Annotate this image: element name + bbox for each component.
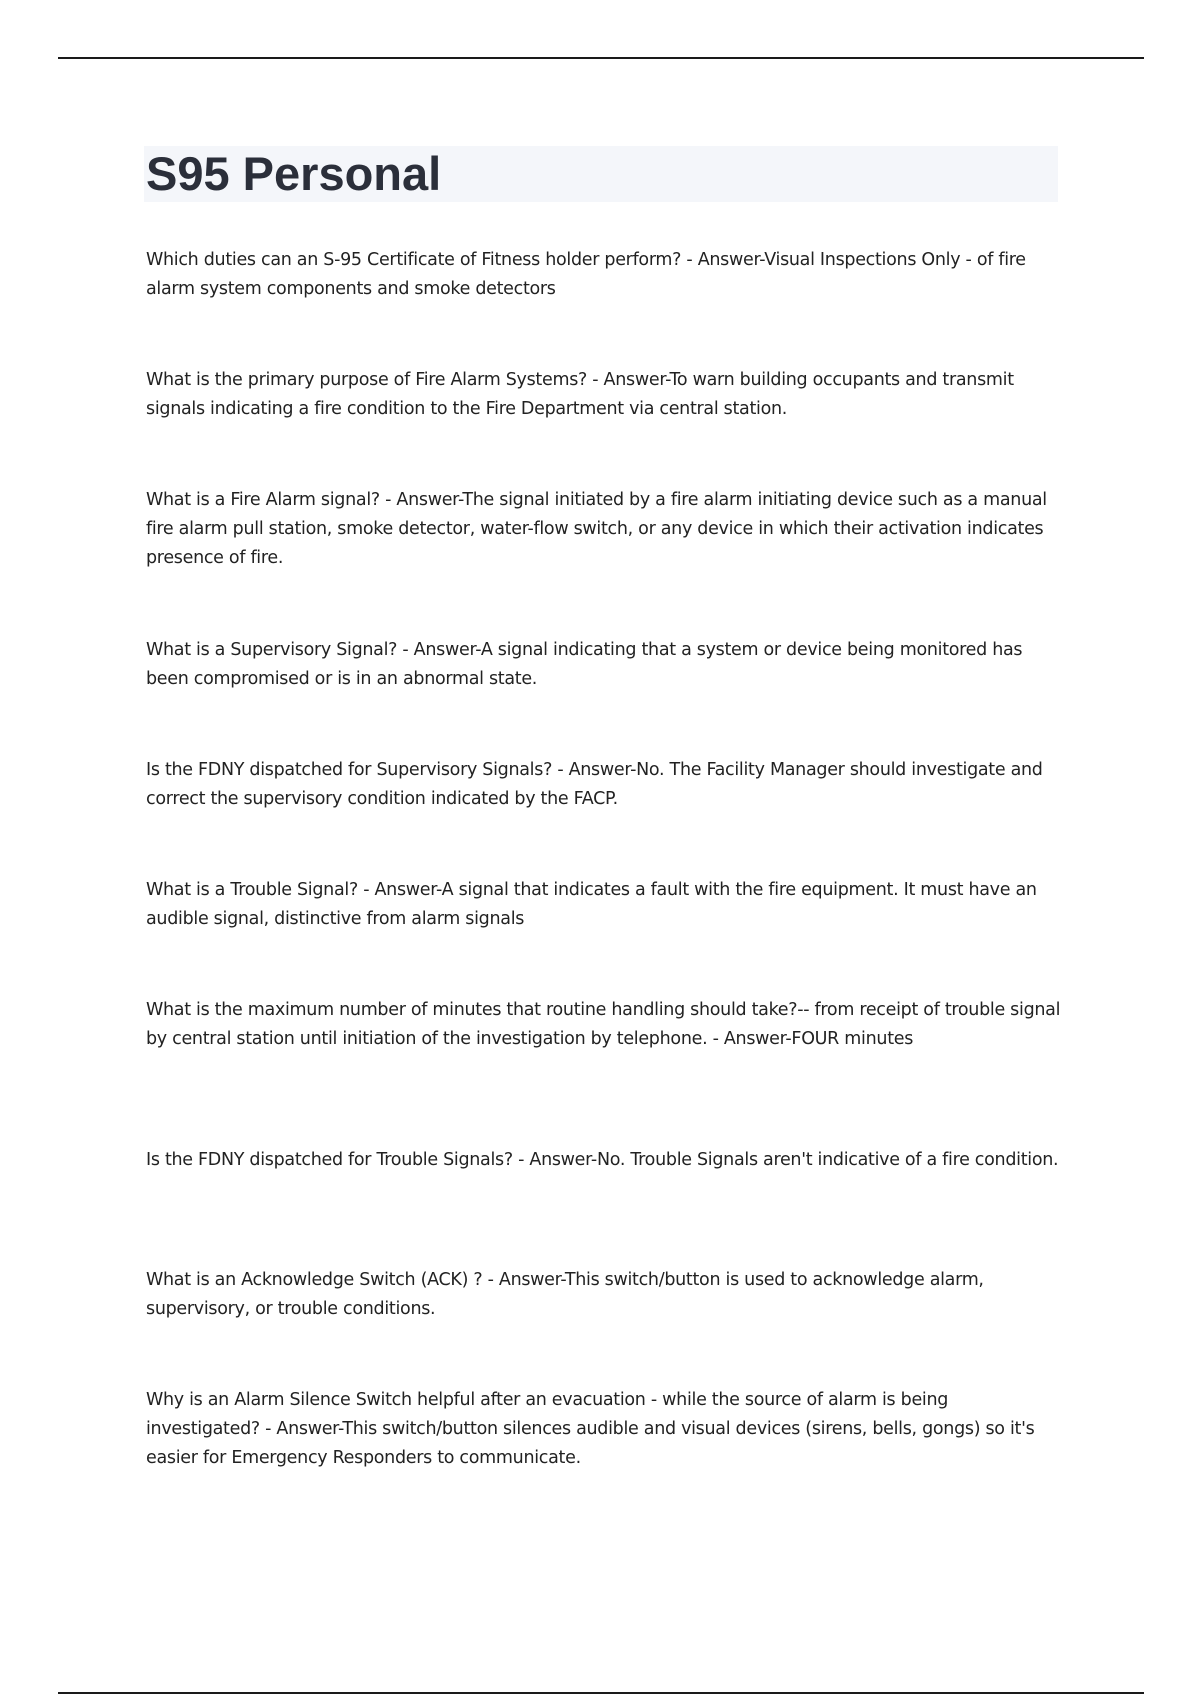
qa-item-4: What is a Supervisory Signal? - Answer-A signal indicating that a system or device being monitored has been compromised or is in an abnormal state. bbox=[146, 640, 1023, 689]
qa-item-1: Which duties can an S-95 Certificate of Fitness holder perform? - Answer-Visual Inspections Only - of fire alarm system components and smoke detectors bbox=[146, 250, 1026, 299]
qa-item-3: What is a Fire Alarm signal? - Answer-The signal initiated by a fire alarm initiating device such as a manual fire alarm pull station, smoke detector, water-flow switch, or any device in which their activation indicates presence of fire. bbox=[146, 490, 1047, 568]
top-divider bbox=[58, 57, 1144, 59]
qa-item-2: What is the primary purpose of Fire Alarm Systems? - Answer-To warn building occupants and transmit signals indicating a fire condition to the Fire Department via central station. bbox=[146, 370, 1014, 419]
qa-item-8: Is the FDNY dispatched for Trouble Signals? - Answer-No. Trouble Signals aren't indicative of a fire condition. bbox=[146, 1150, 1059, 1170]
qa-item-6: What is a Trouble Signal? - Answer-A signal that indicates a fault with the fire equipment. It must have an audible signal, distinctive from alarm signals bbox=[146, 880, 1037, 929]
document-title: S95 Personal bbox=[146, 147, 442, 200]
qa-item-7: What is the maximum number of minutes that routine handling should take?-- from receipt of trouble signal by central station until initiation of the investigation by telephone. - Answer-FOUR minutes bbox=[146, 1000, 1061, 1049]
qa-item-9: What is an Acknowledge Switch (ACK) ? - Answer-This switch/button is used to acknowledge alarm, supervisory, or trouble conditions. bbox=[146, 1270, 984, 1319]
qa-item-5: Is the FDNY dispatched for Supervisory Signals? - Answer-No. The Facility Manager should investigate and correct the supervisory condition indicated by the FACP. bbox=[146, 760, 1043, 809]
qa-item-10: Why is an Alarm Silence Switch helpful after an evacuation - while the source of alarm is being investigated? - Answer-This switch/button silences audible and visual devices (sirens, bells, gongs) so it's easier for Emergency Responders to communicate. bbox=[146, 1390, 1035, 1468]
bottom-divider bbox=[58, 1692, 1144, 1694]
